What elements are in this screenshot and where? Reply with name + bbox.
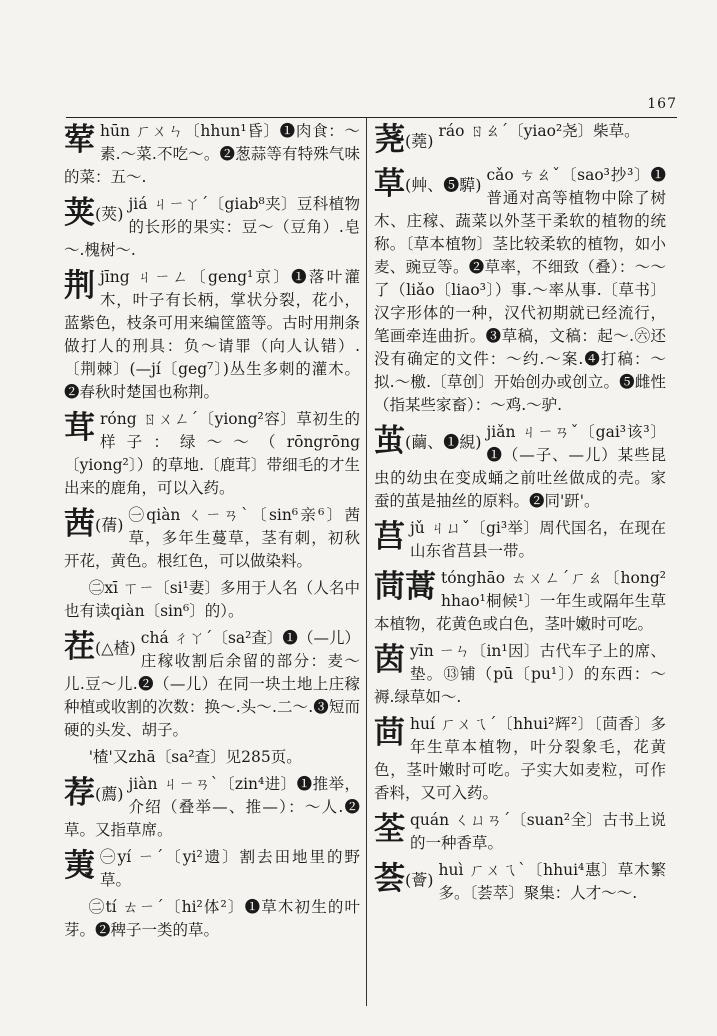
entry-rao [374,120,666,160]
definition: cǎo ㄘㄠˇ〔sao³抄³〕❶普通对高等植物中除了树木、庄稼、蔬菜以外茎干柔软的植物的统称。〔草本植物〕茎比较柔软的植物，如小麦、豌豆等。❷草率，不细致（叠）：～～了（liǎo〔liao³〕）事.～率从事.〔草书〕汉字形体的一种，汉代初期就已经流行，笔画牵连曲折。❸草稿，文稿：起～.㊅还没有确定的文件：～约.～案.❹打稿：～拟.～檄.〔草创〕开始创办或创立。❺雌性（指某些家畜）：～鸡.～驴. [374,165,666,414]
headword: 荤 [64,122,95,158]
definition: ㊀qiàn ㄑㄧㄢˋ〔sin⁶亲⁶〕茜草，多年生蔓草，茎有刺，初秋开花，黄色。根红色，可以做染料。 [64,506,360,570]
headword: 荟(薈) [374,860,434,897]
definition: ráo ㄖㄠˊ〔yiao²尧〕柴草。 [438,122,640,140]
column-divider [366,117,367,1006]
definition: róng ㄖㄨㄥˊ〔yiong²容〕草初生的样子：绿～～（rōngrōng〔yiong²〕）的草地.〔鹿茸〕带细毛的才生出来的鹿角，可以入药。 [64,410,360,497]
right-column [374,120,666,909]
headword: 茬(△楂) [64,629,136,665]
headword: 荐(薦) [64,775,124,811]
entry-jian [64,773,360,842]
definition: jīng ㄐㄧㄥ〔geng¹京〕❶落叶灌木，叶子有长柄，掌状分裂，花小，蓝紫色，枝条可用来编筐篮等。古时用荆条做打人的刑具：负～请罪（向人认错）.〔荆棘〕(—jí〔geg⁷〕)丛生多刺的灌木。❷春秋时楚国也称荆。 [64,268,360,401]
definition: '楂'又zhā〔sa²查〕见285页。 [88,748,302,766]
definition: jiàn ㄐㄧㄢˋ〔zin⁴进〕❶推举，介绍（叠举—、推—）：～人.❷草。又指草席。 [64,775,360,839]
headword: 荑 [64,848,95,884]
entry-quan [374,809,666,855]
headword: 荚(莢) [64,195,124,231]
definition: tónghāo ㄊㄨㄥˊㄏㄠ〔hong² hhao¹桐候¹〕一年生或隔年生草本植物，花黄色或白色，茎叶嫩时可吃。 [374,568,666,633]
definition: ㊁xī ㄒㄧ〔si¹妻〕多用于人名（人名中也有读qiàn〔sin⁶〕的）。 [64,579,360,620]
entry-yi [64,846,360,892]
entry-yi-ti [64,896,360,942]
definition: jiǎn ㄐㄧㄢˇ〔gai³该³〕❶（—子、—儿）某些昆虫的幼虫在变成蛹之前吐丝做成的壳。家蚕的茧是抽丝的原料。❷同'趼'。 [374,422,666,510]
definition: yīn ㄧㄣ〔in¹因〕古代车子上的席、垫。⑬铺（pū〔pu¹〕）的东西：～褥.绿草如～. [374,641,666,706]
entry-cha-note [64,746,360,769]
headword: 茴 [374,714,405,751]
definition: jiá ㄐㄧㄚˊ〔giab⁸夹〕豆科植物的长形的果实：豆～（豆角）.皂～.槐树～. [64,195,360,259]
header-rule [66,117,677,118]
entry-jian-cocoon [374,421,666,513]
definition: ㊁tí ㄊㄧˊ〔hi²体²〕❶草木初生的叶芽。❷稗子一类的草。 [64,898,360,939]
definition: huí ㄏㄨㄟˊ〔hhui²辉²〕〔茴香〕多年生草本植物，叶分裂象毛，花黄色，茎叶嫩时可吃。子实大如麦粒，可作香料，又可入药。 [374,714,666,802]
definition: chá ㄔㄚˊ〔sa²查〕❶（—儿）庄稼收割后余留的部分：麦～儿.豆～儿.❷（—儿）在同一块土地上庄稼种植或收割的次数：换～.头～.二～.❸短而硬的头发、胡子。 [64,629,360,739]
entry-hui-fennel [374,713,666,805]
definition: huì ㄏㄨㄟˋ〔hhui⁴惠〕草木繁多。〔荟萃〕聚集：人才～～. [438,860,666,902]
definition: ㊀yí ㄧˊ〔yi²遗〕割去田地里的野草。 [100,848,360,889]
entry-cao [374,164,666,417]
headword: 茸 [64,410,95,446]
entry-ju [374,517,666,563]
entry-rong [64,408,360,500]
headword: 莒 [374,518,405,555]
entry-jia [64,193,360,262]
definition: hūn ㄏㄨㄣ〔hhun¹昏〕❶肉食：～素.～菜.不吃～。❷葱蒜等有特殊气味的菜：五～. [64,122,360,186]
headword: 草(艸、❺騲) [374,165,482,202]
entry-cha [64,627,360,742]
headword: 茧(繭、❶絸) [374,422,482,459]
headword: 茵 [374,641,405,678]
left-column [64,120,360,946]
definition: quán ㄑㄩㄢˊ〔suan²全〕古书上说的一种香草。 [410,810,666,852]
entry-jing [64,266,360,404]
headword: 荛(蕘) [374,122,434,158]
headword: 茼蒿 [374,568,436,605]
entry-hun [64,120,360,189]
entry-yin [374,640,666,709]
entry-qian-xi [64,577,360,623]
entry-tonghao [374,567,666,636]
entry-hui-luxuriant [374,859,666,905]
headword: 荆 [64,268,95,304]
entry-qian [64,504,360,573]
headword: 茜(蒨) [64,506,124,542]
page-number: 167 [647,96,677,112]
definition: jǔ ㄐㄩˇ〔gi³举〕周代国名，在现在山东省莒县一带。 [410,518,666,560]
headword: 荃 [374,810,405,847]
